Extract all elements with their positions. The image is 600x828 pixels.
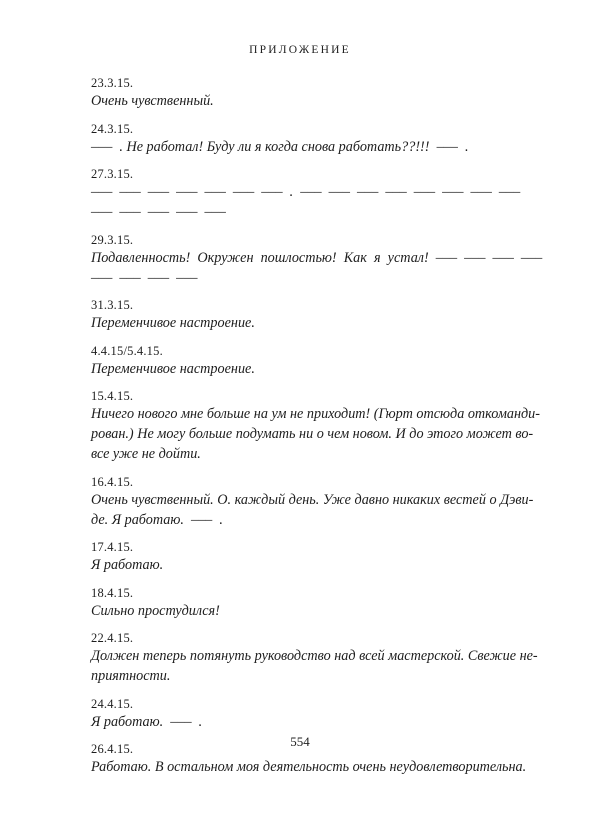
entry-date: 24.4.15. <box>91 696 134 711</box>
diary-entry <box>91 297 531 333</box>
entry-text <box>91 91 531 111</box>
entry-text <box>91 137 531 157</box>
running-header: ПРИЛОЖЕНИЕ <box>249 44 351 56</box>
diary-entry <box>91 585 531 621</box>
diary-entry <box>91 166 531 222</box>
entry-text <box>91 182 531 222</box>
entry-text <box>91 757 531 777</box>
entry-date: 27.3.15. <box>91 167 134 181</box>
entry-text <box>91 404 541 464</box>
entry-line: Сильно простудился! <box>91 602 220 619</box>
diary-entry <box>91 539 531 575</box>
entry-date: 15.4.15. <box>91 389 134 403</box>
entry-line: Очень чувственный. О. каждый день. Уже давно никаких вестей о Дэви- <box>91 491 534 508</box>
page-number: 554 <box>290 734 310 749</box>
entry-text <box>91 490 534 530</box>
diary-entry <box>91 343 531 379</box>
entry-date: 26.4.15. <box>91 742 134 756</box>
entry-date: 4.4.15/5.4.15. <box>91 343 163 358</box>
diary-entry <box>91 630 538 686</box>
entry-date: 18.4.15. <box>91 585 134 600</box>
entry-line: Переменчивое настроение. <box>91 315 255 331</box>
diary-entry <box>91 388 541 464</box>
entry-line: Ничего нового мне больше на ум не приходит! (Гюрт отсюда откоманди- <box>91 406 541 422</box>
diary-entry <box>91 696 531 732</box>
entry-date: 31.3.15. <box>91 298 134 312</box>
entry-line: Я работаю. <box>91 557 164 573</box>
entry-text <box>91 359 531 379</box>
entry-line: Переменчивое настроение. <box>91 360 255 377</box>
entry-line: Работаю. В остальном моя деятельность очень неудовлетворительна. <box>91 759 527 775</box>
entry-text <box>91 248 543 288</box>
entry-line: Должен теперь потянуть руководство над всей мастерской. Свежие не- <box>91 648 538 664</box>
diary-entry <box>91 474 534 530</box>
entry-date: 24.3.15. <box>91 121 134 136</box>
entry-line: ––– ––– ––– ––– ––– ––– ––– . ––– ––– ––– ––– ––– ––– ––– ––– <box>91 184 521 200</box>
entry-line: Я работаю. ––– . <box>91 713 203 730</box>
entry-line: Очень чувственный. <box>91 93 214 109</box>
entry-line: ––– ––– ––– ––– <box>91 269 198 286</box>
diary-entry <box>91 121 531 157</box>
diary-entries <box>91 75 543 787</box>
entry-date: 17.4.15. <box>91 540 134 554</box>
entry-line: рован.) Не могу больше подумать ни о чем новом. И до этого может во- <box>91 426 534 442</box>
diary-entry <box>91 75 531 111</box>
entry-text <box>91 555 531 575</box>
entry-text <box>91 712 531 732</box>
entry-line: де. Я работаю. ––– . <box>91 511 223 528</box>
entry-text <box>91 601 531 621</box>
entry-line: Подавленность! Окружен пошлостью! Как я устал! ––– ––– ––– ––– <box>91 249 543 266</box>
entry-date: 29.3.15. <box>91 232 134 247</box>
entry-line: ––– ––– ––– ––– ––– <box>91 204 226 220</box>
entry-line: приятности. <box>91 668 171 684</box>
entry-date: 22.4.15. <box>91 631 134 645</box>
entry-date: 23.3.15. <box>91 76 134 90</box>
entry-text <box>91 313 531 333</box>
diary-entry <box>91 232 543 288</box>
entry-line: ––– . Не работал! Буду ли я когда снова работать??!!! ––– . <box>91 138 469 155</box>
entry-text <box>91 646 538 686</box>
entry-line: все уже не дойти. <box>91 446 201 462</box>
entry-date: 16.4.15. <box>91 474 134 489</box>
